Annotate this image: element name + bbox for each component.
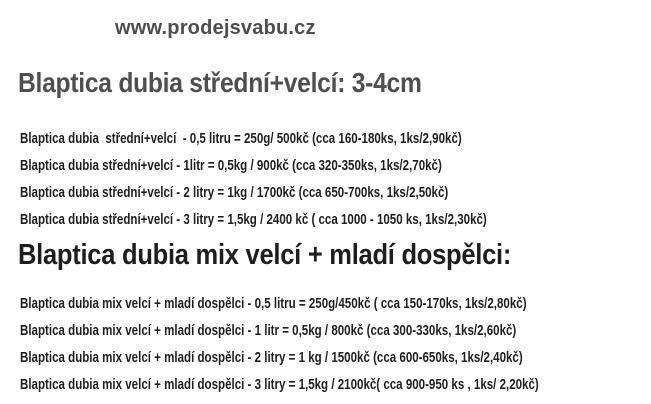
price-line-mix-2-litry: Blaptica dubia mix velcí + mladí dospělci - 2 litry = 1 kg / 1500kč (cca 600-650ks, 1ks/2,40kč)	[20, 349, 523, 366]
site-url-link[interactable]: www.prodejsvabu.cz	[115, 17, 316, 39]
price-line-mix-1-litr: Blaptica dubia mix velcí + mladí dospělci - 1 litr = 0,5kg / 800kč (cca 300-330ks, 1ks/2,60kč)	[20, 322, 517, 339]
price-line-stredni-1-litr: Blaptica dubia střední+velcí - 1litr = 0,5kg / 900kč (cca 320-350ks, 1ks/2,70kč)	[20, 157, 442, 174]
section-title-stredni-velci: Blaptica dubia střední+velcí: 3-4cm	[18, 67, 422, 98]
price-line-mix-0-5-litru: Blaptica dubia mix velcí + mladí dospělci - 0,5 litru = 250g/450kč ( cca 150-170ks, 1ks/2,80kč)	[20, 295, 527, 312]
price-line-stredni-3-litry: Blaptica dubia střední+velcí - 3 litry = 1,5kg / 2400 kč ( cca 1000 - 1050 ks, 1ks/2,30kč)	[20, 211, 487, 228]
price-line-stredni-0-5-litru: Blaptica dubia střední+velcí - 0,5 litru = 250g/ 500kč (cca 160-180ks, 1ks/2,90kč)	[20, 130, 462, 147]
section-title-mix-velci-mladi-dospelci: Blaptica dubia mix velcí + mladí dospělci:	[18, 239, 512, 271]
price-line-mix-3-litry: Blaptica dubia mix velcí + mladí dospělci - 3 litry = 1,5kg / 2100kč( cca 900-950 ks , 1ks/ 2,20kč)	[20, 376, 539, 393]
price-line-stredni-2-litry: Blaptica dubia střední+velcí - 2 litry = 1kg / 1700kč (cca 650-700ks, 1ks/2,50kč)	[20, 184, 449, 201]
